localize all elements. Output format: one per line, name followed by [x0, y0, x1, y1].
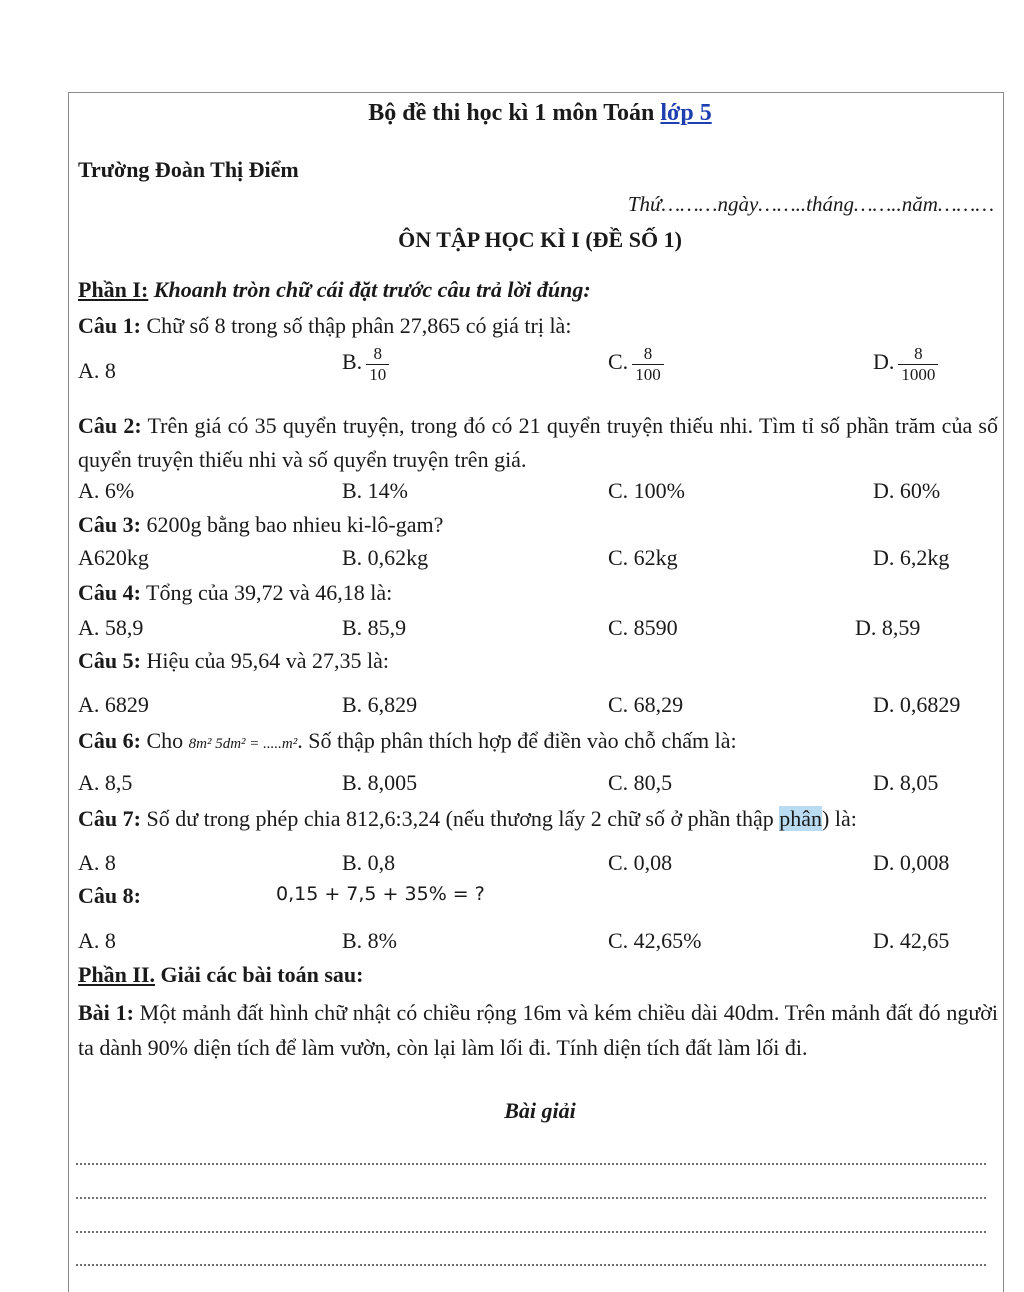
q4-option-b[interactable]: B. 85,9: [342, 615, 407, 640]
q8-option-d[interactable]: D. 42,65: [873, 928, 950, 953]
question-3-label: Câu 3:: [78, 512, 141, 537]
question-3: [78, 512, 443, 538]
q6-option-c[interactable]: C. 80,5: [608, 770, 673, 795]
question-6-label: Câu 6:: [78, 728, 141, 753]
question-2: [78, 409, 998, 477]
q8-option-a[interactable]: A. 8: [78, 928, 116, 953]
question-5: [78, 648, 389, 674]
question-6-text-before: Cho: [140, 728, 189, 753]
problem-1: [78, 995, 998, 1065]
question-7-text-before: Số dư trong phép chia 812,6:3,24 (nếu thương lấy 2 chữ số ở phần thập: [140, 806, 780, 831]
solution-heading: Bài giải: [504, 1098, 576, 1123]
fraction-denominator: 10: [366, 364, 389, 385]
exam-heading: ÔN TẬP HỌC KÌ I (ĐỀ SỐ 1): [398, 227, 682, 252]
q6-option-a[interactable]: A. 8,5: [78, 770, 133, 795]
q1-option-d[interactable]: [873, 344, 938, 384]
q1-option-b-fraction: [366, 344, 389, 384]
q1-option-c-letter: C.: [608, 349, 629, 375]
question-1-text: Chữ số 8 trong số thập phân 27,865 có giá trị là:: [140, 313, 572, 338]
q1-option-c[interactable]: [608, 344, 664, 384]
q1-option-d-fraction: [898, 344, 938, 384]
q4-option-a[interactable]: A. 58,9: [78, 615, 144, 640]
q1-option-b[interactable]: [342, 344, 389, 384]
q3-option-c[interactable]: C. 62kg: [608, 545, 678, 570]
q1-option-a[interactable]: A. 8: [78, 358, 116, 383]
question-6: [78, 728, 737, 754]
answer-line[interactable]: [76, 1197, 986, 1199]
title-text: Bộ đề thi học kì 1 môn Toán: [368, 100, 655, 126]
q7-option-c[interactable]: C. 0,08: [608, 850, 673, 875]
q4-option-c[interactable]: C. 8590: [608, 615, 678, 640]
q3-option-a[interactable]: A620kg: [78, 545, 149, 570]
question-5-text: Hiệu của 95,64 và 27,35 là:: [140, 648, 390, 673]
q5-option-d[interactable]: D. 0,6829: [873, 692, 961, 717]
q5-option-b[interactable]: B. 6,829: [342, 692, 418, 717]
fraction-numerator: 8: [914, 344, 923, 363]
q1-option-b-letter: B.: [342, 349, 363, 375]
question-7: [78, 806, 857, 832]
problem-1-text: Một mảnh đất hình chữ nhật có chiều rộng 16m và kém chiều dài 40dm. Trên mảnh đất đó người ta dành 90% diện tích để làm vườn, còn lại làm lối đi. Tính diện tích đất làm lối đi.: [78, 1000, 998, 1060]
answer-line[interactable]: [76, 1264, 986, 1266]
q5-option-a[interactable]: A. 6829: [78, 692, 149, 717]
q7-option-d[interactable]: D. 0,008: [873, 850, 950, 875]
q7-option-a[interactable]: A. 8: [78, 850, 116, 875]
question-1-label: Câu 1:: [78, 313, 141, 338]
q1-option-c-fraction: [632, 344, 664, 384]
fraction-numerator: 8: [643, 344, 653, 363]
q1-option-d-letter: D.: [873, 349, 895, 375]
part1-label: Phần I:: [78, 277, 149, 302]
q2-option-d[interactable]: D. 60%: [873, 478, 941, 503]
question-2-label: Câu 2:: [78, 413, 142, 438]
question-6-text-after: . Số thập phân thích hợp để điền vào chỗ chấm là:: [297, 728, 737, 753]
fraction-numerator: 8: [373, 344, 382, 363]
q8-option-c[interactable]: C. 42,65%: [608, 928, 702, 953]
problem-1-label: Bài 1:: [78, 1000, 134, 1025]
question-3-text: 6200g bằng bao nhieu ki-lô-gam?: [140, 512, 444, 537]
document-title: [0, 100, 1024, 127]
question-1: [78, 313, 571, 339]
q2-option-c[interactable]: C. 100%: [608, 478, 685, 503]
question-5-label: Câu 5:: [78, 648, 141, 673]
q2-option-b[interactable]: B. 14%: [342, 478, 408, 503]
part2-heading: [78, 962, 363, 988]
q3-option-b[interactable]: B. 0,62kg: [342, 545, 429, 570]
question-7-label: Câu 7:: [78, 806, 141, 831]
part1-instruction: Khoanh tròn chữ cái đặt trước câu trả lời đúng:: [148, 277, 591, 302]
part2-instruction: Giải các bài toán sau:: [155, 962, 364, 987]
question-4-text: Tổng của 39,72 và 46,18 là:: [140, 580, 393, 605]
grade-link[interactable]: lớp 5: [660, 100, 712, 126]
part1-heading: [78, 277, 591, 303]
question-6-expression: 8m² 5dm² = .....m²: [188, 736, 298, 752]
question-7-text-after: ) là:: [822, 806, 857, 831]
question-8-label: Câu 8:: [78, 883, 141, 908]
q7-option-b[interactable]: B. 0,8: [342, 850, 396, 875]
q3-option-d[interactable]: D. 6,2kg: [873, 545, 950, 570]
question-2-text: Trên giá có 35 quyển truyện, trong đó có 21 quyển truyện thiếu nhi. Tìm tỉ số phần trăm của số quyển truyện thiếu nhi và số quyển truyện trên giá.: [78, 413, 998, 472]
answer-line[interactable]: [76, 1163, 986, 1165]
question-4-label: Câu 4:: [78, 580, 141, 605]
question-8: [78, 883, 141, 909]
school-name: Trường Đoàn Thị Điểm: [78, 157, 299, 182]
question-8-expression: 0,15 + 7,5 + 35% = ?: [276, 883, 485, 905]
part2-label: Phần II.: [78, 962, 156, 987]
q6-option-b[interactable]: B. 8,005: [342, 770, 418, 795]
q4-option-d[interactable]: D. 8,59: [855, 615, 921, 640]
q8-option-b[interactable]: B. 8%: [342, 928, 397, 953]
fraction-denominator: 100: [632, 364, 664, 385]
q5-option-c[interactable]: C. 68,29: [608, 692, 684, 717]
fraction-denominator: 1000: [898, 364, 938, 385]
date-line: Thứ………ngày……..tháng……..năm………: [627, 192, 994, 216]
q2-option-a[interactable]: A. 6%: [78, 478, 135, 503]
question-4: [78, 580, 392, 606]
q6-option-d[interactable]: D. 8,05: [873, 770, 939, 795]
question-7-highlight: phân: [779, 806, 822, 831]
answer-line[interactable]: [76, 1231, 986, 1233]
